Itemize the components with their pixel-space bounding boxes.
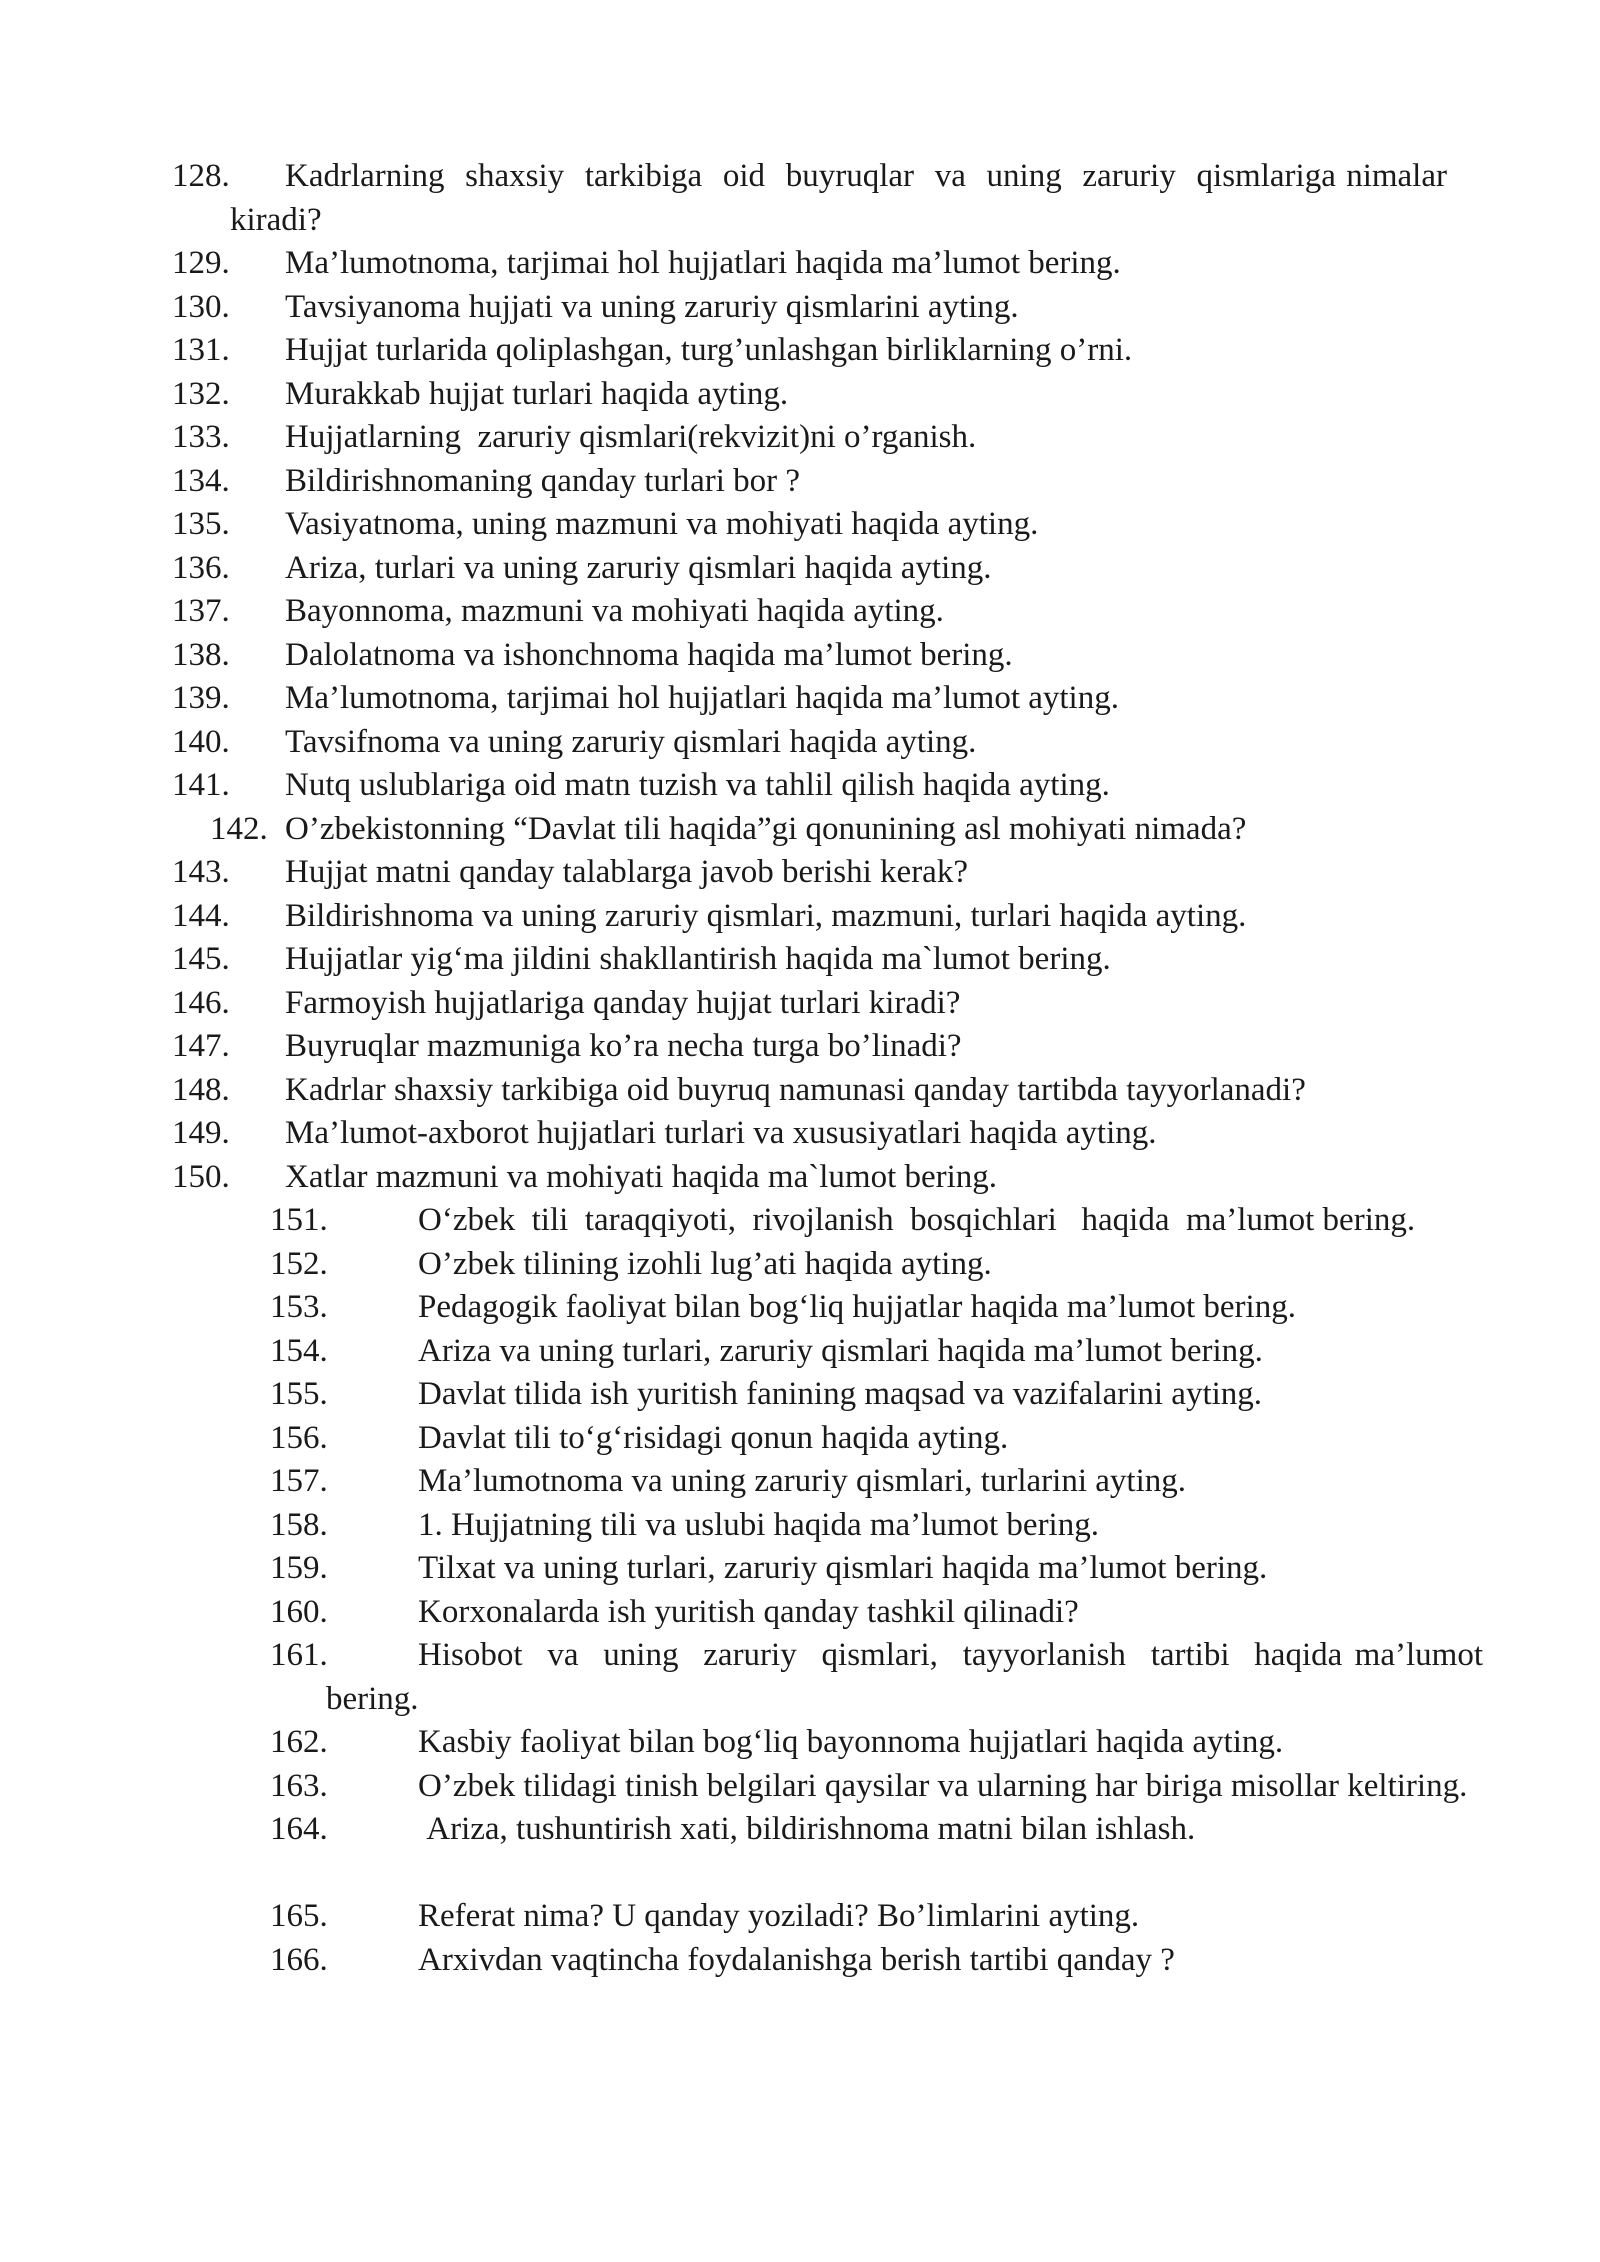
question-number: 141. — [172, 767, 230, 803]
question-number: 138. — [172, 636, 230, 673]
question-number: 139. — [172, 680, 230, 716]
question-number: 151. — [270, 1202, 328, 1238]
list-item — [0, 547, 1600, 591]
list-item — [0, 1156, 1600, 1200]
question-text: Ma’lumotnoma va uning zaruriy qismlari, turlarini ayting. — [418, 1463, 1186, 1499]
question-number: 156. — [270, 1419, 328, 1456]
question-text: Tavsifnoma va uning zaruriy qismlari haqida ayting. — [285, 723, 977, 760]
question-number: 134. — [172, 462, 230, 499]
list-item — [0, 1243, 1600, 1287]
question-number: 158. — [270, 1506, 328, 1543]
question-number: 157. — [270, 1463, 328, 1499]
question-text: Ariza, turlari va uning zaruriy qismlari haqida ayting. — [285, 549, 992, 586]
question-number: 137. — [172, 593, 230, 629]
question-text: Arxivdan vaqtincha foydalanishga berish tartibi qanday ? — [418, 1941, 1175, 1978]
question-number: 140. — [172, 723, 230, 760]
list-item — [0, 1504, 1600, 1548]
list-item — [0, 1199, 1600, 1243]
list-item — [0, 329, 1600, 373]
list-item — [0, 1025, 1600, 1069]
question-number: 128. — [172, 158, 230, 194]
question-number: 146. — [172, 984, 230, 1021]
question-text: Kasbiy faoliyat bilan bog‘liq bayonnoma hujjatlari haqida ayting. — [418, 1724, 1284, 1760]
list-item — [0, 1895, 1600, 1939]
question-text: Pedagogik faoliyat bilan bog‘liq hujjatlar haqida ma’lumot bering. — [418, 1289, 1296, 1325]
question-text: Davlat tilida ish yuritish fanining maqsad va vazifalarini ayting. — [418, 1376, 1263, 1412]
question-text: Tilxat va uning turlari, zaruriy qismlari haqida ma’lumot bering. — [418, 1550, 1268, 1586]
question-number: 143. — [172, 854, 230, 890]
question-number: 133. — [172, 419, 230, 455]
question-number: 147. — [172, 1028, 230, 1064]
list-item — [0, 764, 1600, 808]
question-number: 160. — [270, 1593, 328, 1630]
list-item — [0, 721, 1600, 765]
list-item — [0, 242, 1600, 286]
question-number: 130. — [172, 288, 230, 325]
list-item — [0, 808, 1600, 852]
question-text: Buyruqlar mazmuniga ko’ra necha turga bo’linadi? — [285, 1028, 962, 1064]
list-item — [0, 938, 1600, 982]
question-text: Bildirishnomaning qanday turlari bor ? — [285, 462, 801, 499]
question-number: 144. — [172, 897, 230, 934]
question-list — [0, 155, 1600, 1982]
list-item — [0, 1069, 1600, 1113]
question-text: Bildirishnoma va uning zaruriy qismlari, mazmuni, turlari haqida ayting. — [285, 897, 1247, 934]
question-text: Korxonalarda ish yuritish qanday tashkil qilinadi? — [418, 1593, 1079, 1630]
spacer — [0, 1852, 1600, 1896]
list-item — [0, 1721, 1600, 1765]
question-number: 129. — [172, 245, 230, 281]
question-text: Ariza, tushuntirish xati, bildirishnoma matni bilan ishlash. — [418, 1811, 1196, 1847]
list-item — [0, 1634, 1600, 1721]
list-item — [0, 1939, 1600, 1983]
question-text: Ma’lumotnoma, tarjimai hol hujjatlari haqida ma’lumot bering. — [285, 245, 1121, 281]
question-number: 165. — [270, 1898, 328, 1934]
question-text: Referat nima? U qanday yoziladi? Bo’limlarini ayting. — [418, 1898, 1140, 1934]
list-item — [0, 1765, 1600, 1809]
question-text: Murakkab hujjat turlari haqida ayting. — [285, 375, 789, 412]
question-number: 166. — [270, 1941, 328, 1978]
list-item — [0, 460, 1600, 504]
question-number: 161. — [270, 1637, 328, 1673]
question-number: 154. — [270, 1332, 328, 1369]
list-item — [0, 503, 1600, 547]
question-number: 142. — [210, 810, 268, 847]
question-number: 135. — [172, 506, 230, 542]
question-number: 152. — [270, 1245, 328, 1282]
question-number: 150. — [172, 1158, 230, 1195]
question-number: 145. — [172, 941, 230, 977]
list-item — [0, 373, 1600, 417]
list-item — [0, 1808, 1600, 1852]
question-text: Vasiyatnoma, uning mazmuni va mohiyati haqida ayting. — [285, 506, 1039, 542]
question-text: Kadrlar shaxsiy tarkibiga oid buyruq namunasi qanday tartibda tayyorlanadi? — [285, 1071, 1306, 1108]
question-text: Hisobot va uning zaruriy qismlari, tayyorlanish tartibi haqida ma’lumot bering. — [326, 1637, 1492, 1717]
question-number: 159. — [270, 1550, 328, 1586]
question-text: Davlat tili to‘g‘risidagi qonun haqida ayting. — [418, 1419, 1009, 1456]
list-item — [0, 1417, 1600, 1461]
list-item — [0, 416, 1600, 460]
question-number: 148. — [172, 1071, 230, 1108]
question-text: Xatlar mazmuni va mohiyati haqida ma`lumot bering. — [285, 1158, 998, 1195]
question-text: Ma’lumot-axborot hujjatlari turlari va xususiyatlari haqida ayting. — [285, 1115, 1157, 1151]
list-item — [0, 1373, 1600, 1417]
list-item — [0, 590, 1600, 634]
list-item — [0, 1460, 1600, 1504]
question-text: Hujjat matni qanday talablarga javob berishi kerak? — [285, 854, 968, 890]
question-text: Ariza va uning turlari, zaruriy qismlari haqida ma’lumot bering. — [418, 1332, 1263, 1369]
question-text: Hujjatlarning zaruriy qismlari(rekvizit)ni o’rganish. — [285, 419, 977, 455]
question-text: Bayonnoma, mazmuni va mohiyati haqida ayting. — [285, 593, 944, 629]
list-item — [0, 982, 1600, 1026]
question-text: Tavsiyanoma hujjati va uning zaruriy qismlarini ayting. — [285, 288, 1019, 325]
question-text: O’zbek tilining izohli lug’ati haqida ayting. — [418, 1245, 992, 1282]
question-text: 1. Hujjatning tili va uslubi haqida ma’lumot bering. — [418, 1506, 1099, 1543]
list-item — [0, 677, 1600, 721]
question-text: O’zbek tilidagi tinish belgilari qaysilar va ularning har biriga misollar keltiring. — [418, 1767, 1468, 1804]
question-number: 131. — [172, 332, 230, 368]
list-item — [0, 286, 1600, 330]
list-item — [0, 895, 1600, 939]
question-text: Kadrlarning shaxsiy tarkibiga oid buyruqlar va uning zaruriy qismlariga nimalar kiradi? — [230, 158, 1464, 238]
question-number: 132. — [172, 375, 230, 412]
list-item — [0, 155, 1600, 242]
question-text: Farmoyish hujjatlariga qanday hujjat turlari kiradi? — [285, 984, 961, 1021]
question-text: Dalolatnoma va ishonchnoma haqida ma’lumot bering. — [285, 636, 1013, 673]
list-item — [0, 1112, 1600, 1156]
question-text: Hujjatlar yig‘ma jildini shakllantirish haqida ma`lumot bering. — [285, 941, 1111, 977]
list-item — [0, 1330, 1600, 1374]
list-item — [0, 1286, 1600, 1330]
question-number: 153. — [270, 1289, 328, 1325]
question-number: 155. — [270, 1376, 328, 1412]
question-number: 163. — [270, 1767, 328, 1804]
list-item — [0, 634, 1600, 678]
question-number: 149. — [172, 1115, 230, 1151]
question-number: 162. — [270, 1724, 328, 1760]
question-text: O‘zbek tili taraqqiyoti, rivojlanish bosqichlari haqida ma’lumot bering. — [418, 1202, 1416, 1238]
question-text: Ma’lumotnoma, tarjimai hol hujjatlari haqida ma’lumot ayting. — [285, 680, 1119, 716]
list-item — [0, 1591, 1600, 1635]
question-number: 164. — [270, 1811, 328, 1847]
question-text: Hujjat turlarida qoliplashgan, turg’unlashgan birliklarning o’rni. — [285, 332, 1133, 368]
question-number: 136. — [172, 549, 230, 586]
list-item — [0, 1547, 1600, 1591]
list-item — [0, 851, 1600, 895]
question-text: Nutq uslublariga oid matn tuzish va tahlil qilish haqida ayting. — [285, 767, 1110, 803]
question-text: O’zbekistonning “Davlat tili haqida”gi qonunining asl mohiyati nimada? — [285, 810, 1247, 847]
